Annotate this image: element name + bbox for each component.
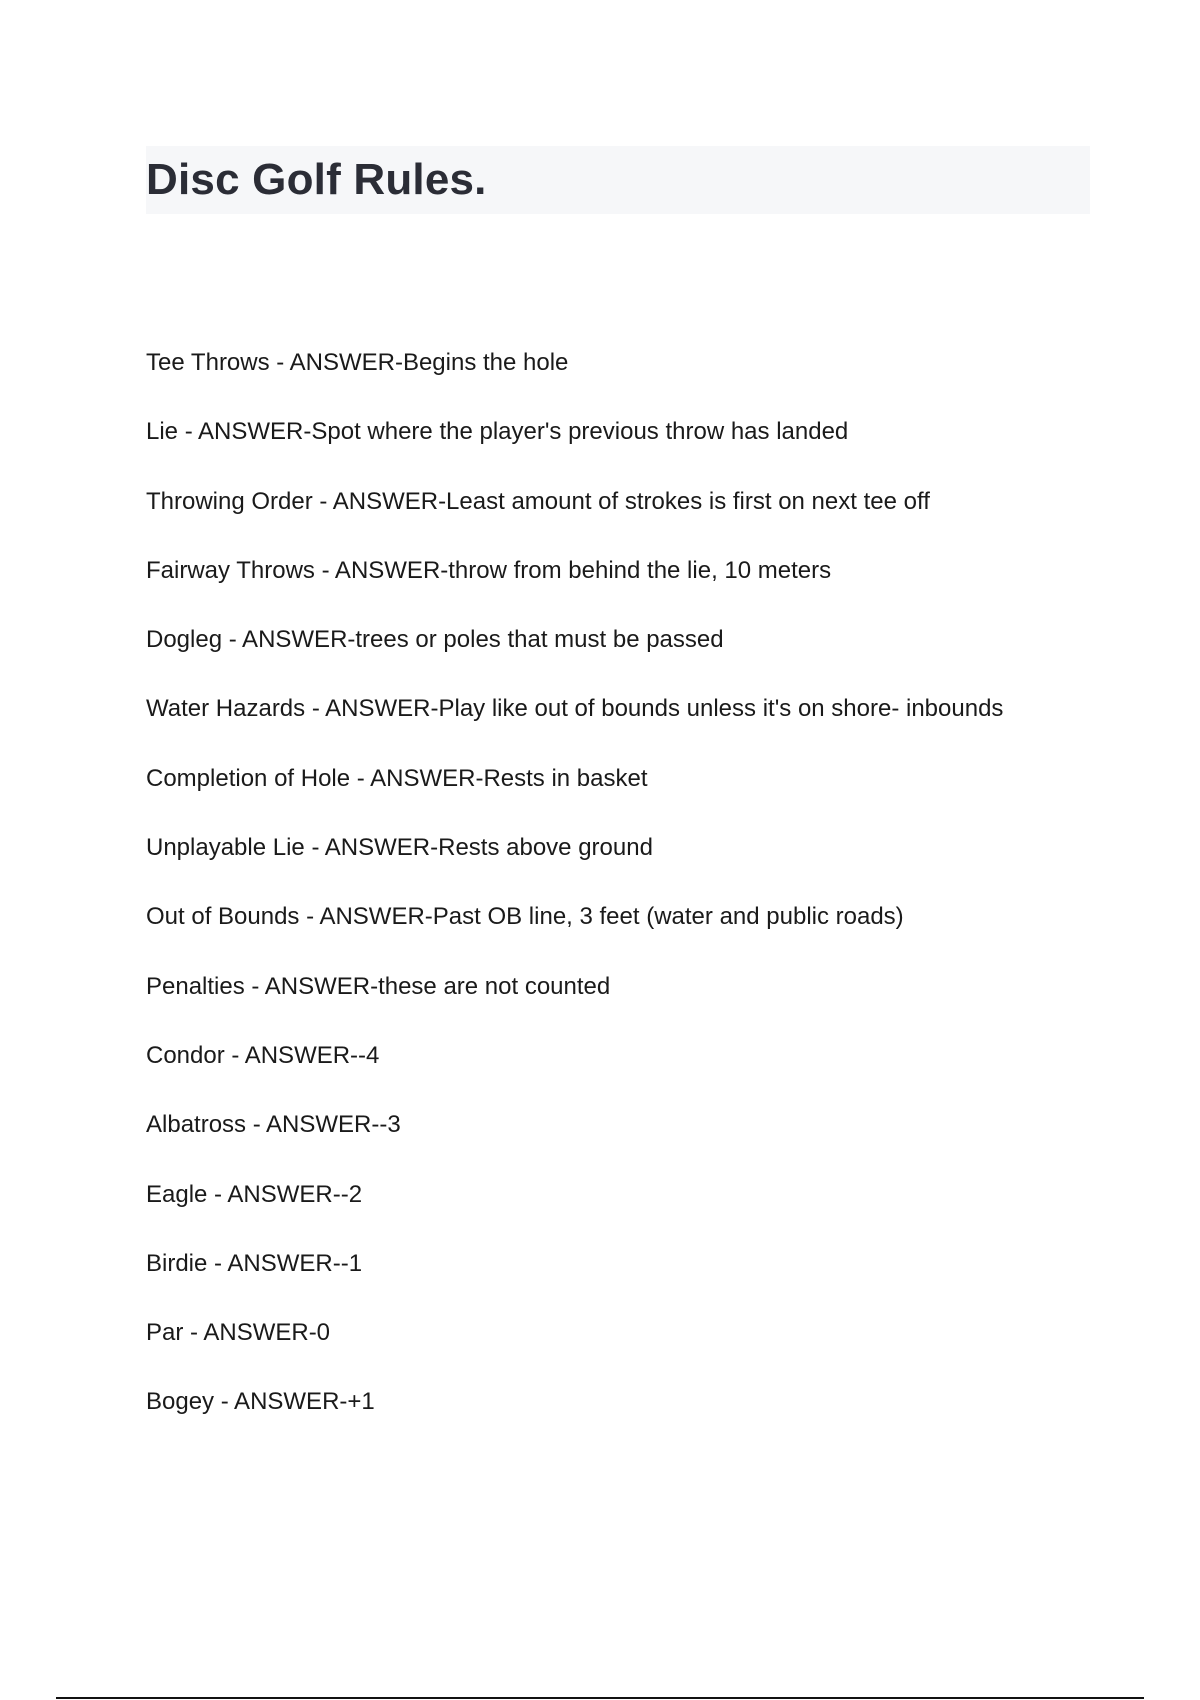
qa-item-dogleg: Dogleg - ANSWER-trees or poles that must be passed	[146, 626, 724, 654]
qa-item-lie: Lie - ANSWER-Spot where the player's previous throw has landed	[146, 418, 849, 446]
qa-item-par: Par - ANSWER-0	[146, 1319, 331, 1347]
qa-list	[146, 348, 1096, 1457]
qa-item-completion-of-hole: Completion of Hole - ANSWER-Rests in basket	[146, 764, 648, 792]
qa-item-albatross: Albatross - ANSWER--3	[146, 1111, 401, 1139]
qa-item-birdie: Birdie - ANSWER--1	[146, 1249, 363, 1277]
qa-item-fairway-throws: Fairway Throws - ANSWER-throw from behind the lie, 10 meters	[146, 556, 832, 584]
qa-item-tee-throws: Tee Throws - ANSWER-Begins the hole	[146, 349, 569, 376]
qa-item-condor: Condor - ANSWER--4	[146, 1041, 380, 1069]
qa-item-water-hazards: Water Hazards - ANSWER-Play like out of bounds unless it's on shore- inbounds	[146, 695, 1004, 723]
qa-item-eagle: Eagle - ANSWER--2	[146, 1180, 363, 1208]
qa-item-throwing-order: Throwing Order - ANSWER-Least amount of strokes is first on next tee off	[146, 487, 930, 515]
qa-item-unplayable-lie: Unplayable Lie - ANSWER-Rests above ground	[146, 834, 653, 862]
title-band	[146, 146, 1090, 214]
footer-divider	[56, 1697, 1144, 1699]
qa-item-bogey: Bogey - ANSWER-+1	[146, 1388, 375, 1416]
page-title: Disc Golf Rules.	[146, 155, 487, 204]
qa-item-out-of-bounds: Out of Bounds - ANSWER-Past OB line, 3 feet (water and public roads)	[146, 903, 904, 931]
qa-item-penalties: Penalties - ANSWER-these are not counted	[146, 972, 611, 1000]
